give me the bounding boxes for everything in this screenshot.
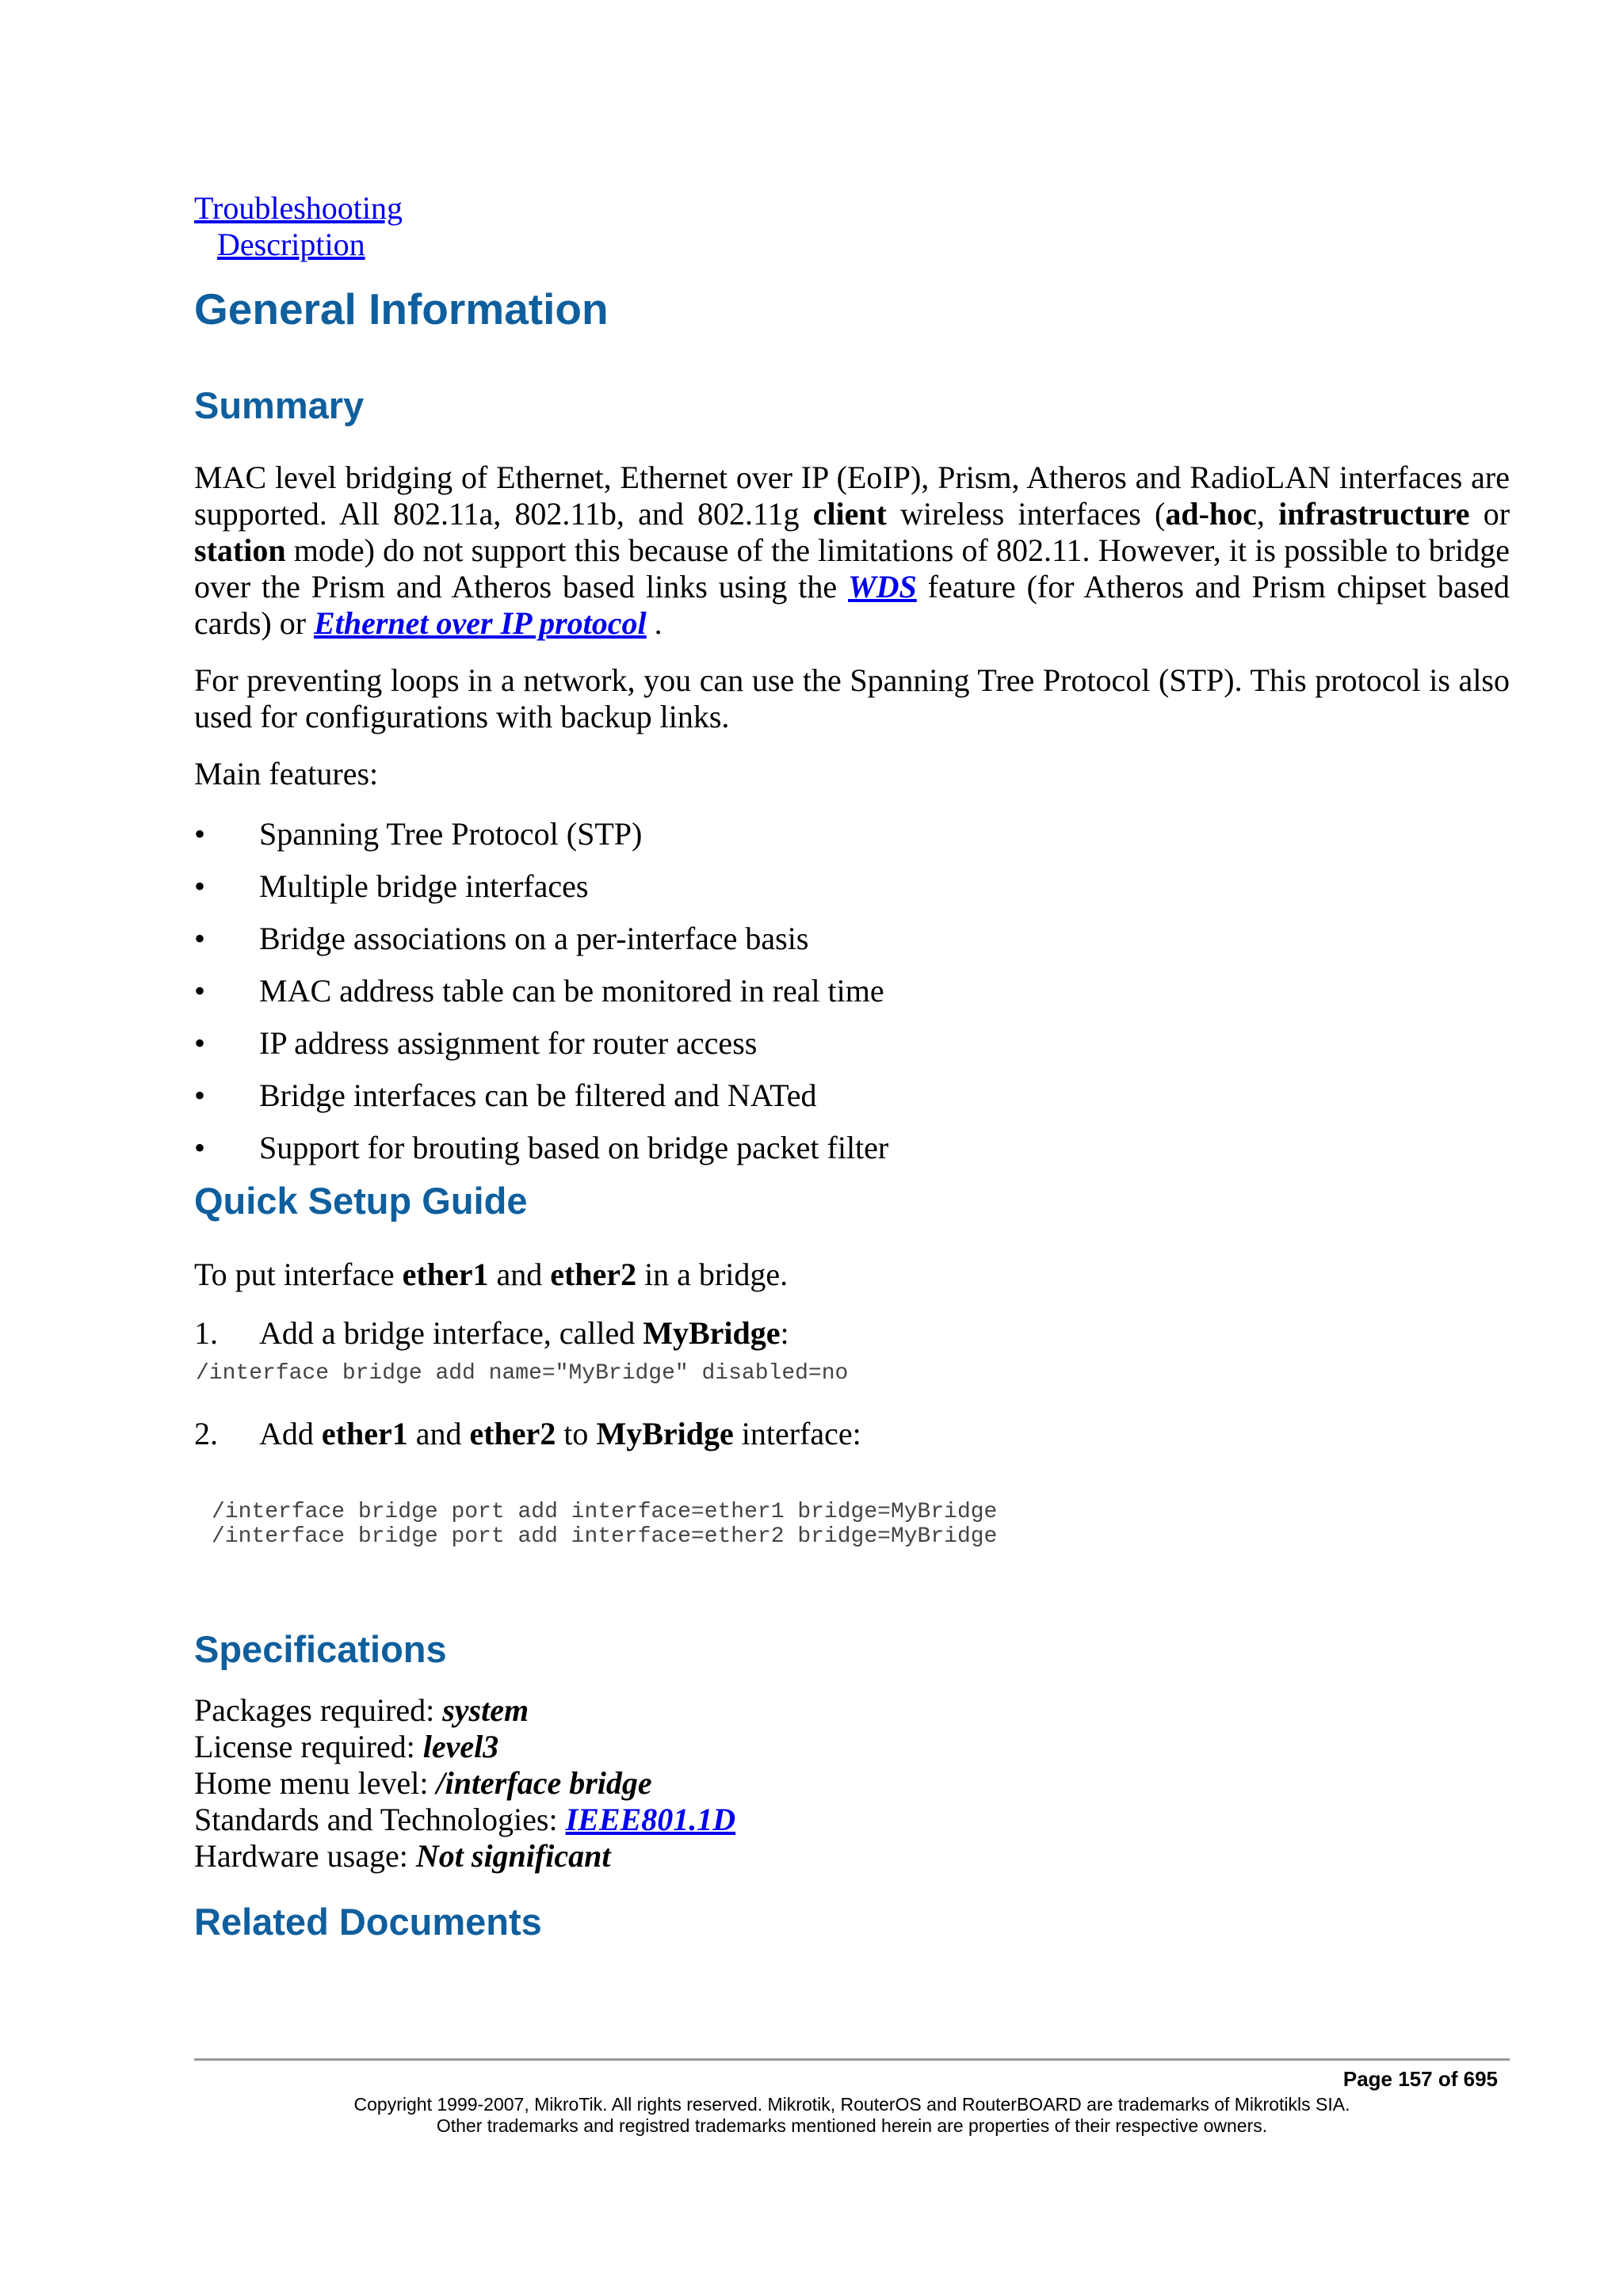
step-2 (194, 1416, 1510, 1452)
heading-quick-setup-guide: Quick Setup Guide (194, 1180, 528, 1222)
spec-label: Packages required: (194, 1692, 443, 1728)
text-span: , (1256, 496, 1279, 532)
code-block-2 (194, 1500, 1510, 1549)
list-item-text: Spanning Tree Protocol (STP) (259, 816, 643, 852)
spec-value: system (442, 1692, 529, 1728)
spec-hardware (194, 1838, 1510, 1875)
bullet-icon: • (194, 921, 206, 956)
toc-link-troubleshooting[interactable]: Troubleshooting (194, 190, 403, 226)
copyright-line-2: Other trademarks and registred trademarks mentioned herein are properties of their respective owners. (436, 2115, 1268, 2136)
list-item (194, 816, 1510, 868)
spec-label: Standards and Technologies: (194, 1802, 566, 1837)
text-span: interface: (733, 1416, 861, 1451)
bold-infrastructure: infrastructure (1278, 496, 1470, 532)
list-item-text: MAC address table can be monitored in real time (259, 973, 884, 1009)
bold-ether1: ether1 (402, 1257, 489, 1292)
text-span: Add a bridge interface, called (259, 1315, 643, 1351)
spec-value: Not significant (415, 1838, 611, 1874)
bullet-icon: • (194, 1025, 206, 1061)
bold-station: station (194, 532, 286, 568)
toc-link-description[interactable]: Description (217, 227, 365, 262)
text-span: . (646, 605, 663, 641)
link-wds[interactable]: WDS (848, 569, 917, 605)
text-span: : (780, 1315, 789, 1351)
list-item-text: Multiple bridge interfaces (259, 868, 589, 904)
text-span: Add (259, 1416, 322, 1451)
list-item (194, 1130, 1510, 1182)
text-span: and (407, 1416, 470, 1451)
bold-ether2: ether2 (469, 1416, 556, 1451)
code-block-1: /interface bridge add name="MyBridge" disabled=no (196, 1361, 849, 1386)
summary-paragraph-2: For preventing loops in a network, you can use the Spanning Tree Protocol (STP). This protocol is also used for configurations with backup links. (194, 662, 1510, 734)
page-content (194, 190, 1510, 1944)
text-span: mode) do not support this because of the limitations of 802.11. However, it is possible to bridge over the Prism and Atheros based links using the (194, 532, 1510, 605)
text-span: wireless interfaces ( (887, 496, 1166, 532)
bold-mybridge: MyBridge (643, 1315, 781, 1351)
spec-value: level3 (422, 1729, 499, 1764)
link-ethernet-over-ip[interactable]: Ethernet over IP protocol (314, 605, 647, 641)
setup-steps (194, 1315, 1510, 1352)
main-features-label: Main features: (194, 756, 379, 791)
heading-specifications: Specifications (194, 1628, 447, 1670)
list-item-text: IP address assignment for router access (259, 1025, 758, 1061)
summary-paragraph-1 (194, 460, 1510, 642)
list-item (194, 1077, 1510, 1130)
spec-packages (194, 1692, 1510, 1729)
bullet-icon: • (194, 868, 206, 904)
step-1 (194, 1315, 1510, 1352)
quick-setup-intro (194, 1257, 1510, 1293)
text-span: MAC level bridging of Ethernet, Ethernet over IP (EoIP), Prism, Atheros and RadioLAN interfaces are supported. All 802.11a, 802.11b, and 802.11g (194, 460, 1510, 532)
page-number: Page 157 of 695 (1342, 2067, 1498, 2091)
specifications-list (194, 1692, 1510, 1875)
list-item-text: Support for brouting based on bridge packet filter (259, 1130, 889, 1165)
bold-ad-hoc: ad-hoc (1165, 496, 1257, 532)
heading-related-documents: Related Documents (194, 1901, 542, 1943)
link-ieee8021d[interactable]: IEEE801.1D (565, 1802, 736, 1837)
bold-ether2: ether2 (550, 1257, 637, 1292)
list-item-text: Bridge interfaces can be filtered and NATed (259, 1077, 817, 1113)
text-span: to (556, 1416, 597, 1451)
bullet-icon: • (194, 1077, 206, 1113)
spec-value: /interface bridge (436, 1765, 652, 1801)
footer-divider (194, 2058, 1510, 2061)
list-item (194, 868, 1510, 921)
bold-client: client (812, 496, 887, 532)
text-span: or (1469, 496, 1510, 532)
code-line: /interface bridge port add interface=ether1 bridge=MyBridge (212, 1500, 998, 1524)
list-item (194, 973, 1510, 1025)
code-line: /interface bridge port add interface=ether2 bridge=MyBridge (212, 1524, 998, 1549)
spec-label: License required: (194, 1729, 423, 1764)
spec-label: Hardware usage: (194, 1838, 416, 1874)
text-span: feature (for Atheros and Prism chipset based cards) or (194, 569, 1510, 641)
text-span: To put interface (194, 1257, 403, 1292)
bullet-icon: • (194, 973, 206, 1009)
setup-steps (194, 1416, 1510, 1452)
heading-general-information: General Information (194, 284, 609, 334)
step-number: 1. (194, 1315, 218, 1351)
bold-mybridge: MyBridge (596, 1416, 734, 1451)
spec-standards (194, 1802, 1510, 1838)
table-of-contents (194, 190, 1510, 263)
spec-menu-level (194, 1765, 1510, 1802)
step-number: 2. (194, 1416, 218, 1451)
copyright-line-1: Copyright 1999-2007, MikroTik. All rights reserved. Mikrotik, RouterOS and RouterBOARD are trademarks of Mikrotikls SIA. (353, 2094, 1350, 2115)
text-span: in a bridge. (636, 1257, 789, 1292)
bold-ether1: ether1 (321, 1416, 408, 1451)
spec-label: Home menu level: (194, 1765, 437, 1801)
features-list (194, 816, 1510, 1182)
heading-summary: Summary (194, 384, 365, 426)
bullet-icon: • (194, 816, 206, 852)
list-item-text: Bridge associations on a per-interface basis (259, 921, 809, 956)
text-span: and (488, 1257, 551, 1292)
spec-license (194, 1729, 1510, 1765)
bullet-icon: • (194, 1130, 206, 1165)
list-item (194, 921, 1510, 973)
list-item (194, 1025, 1510, 1077)
